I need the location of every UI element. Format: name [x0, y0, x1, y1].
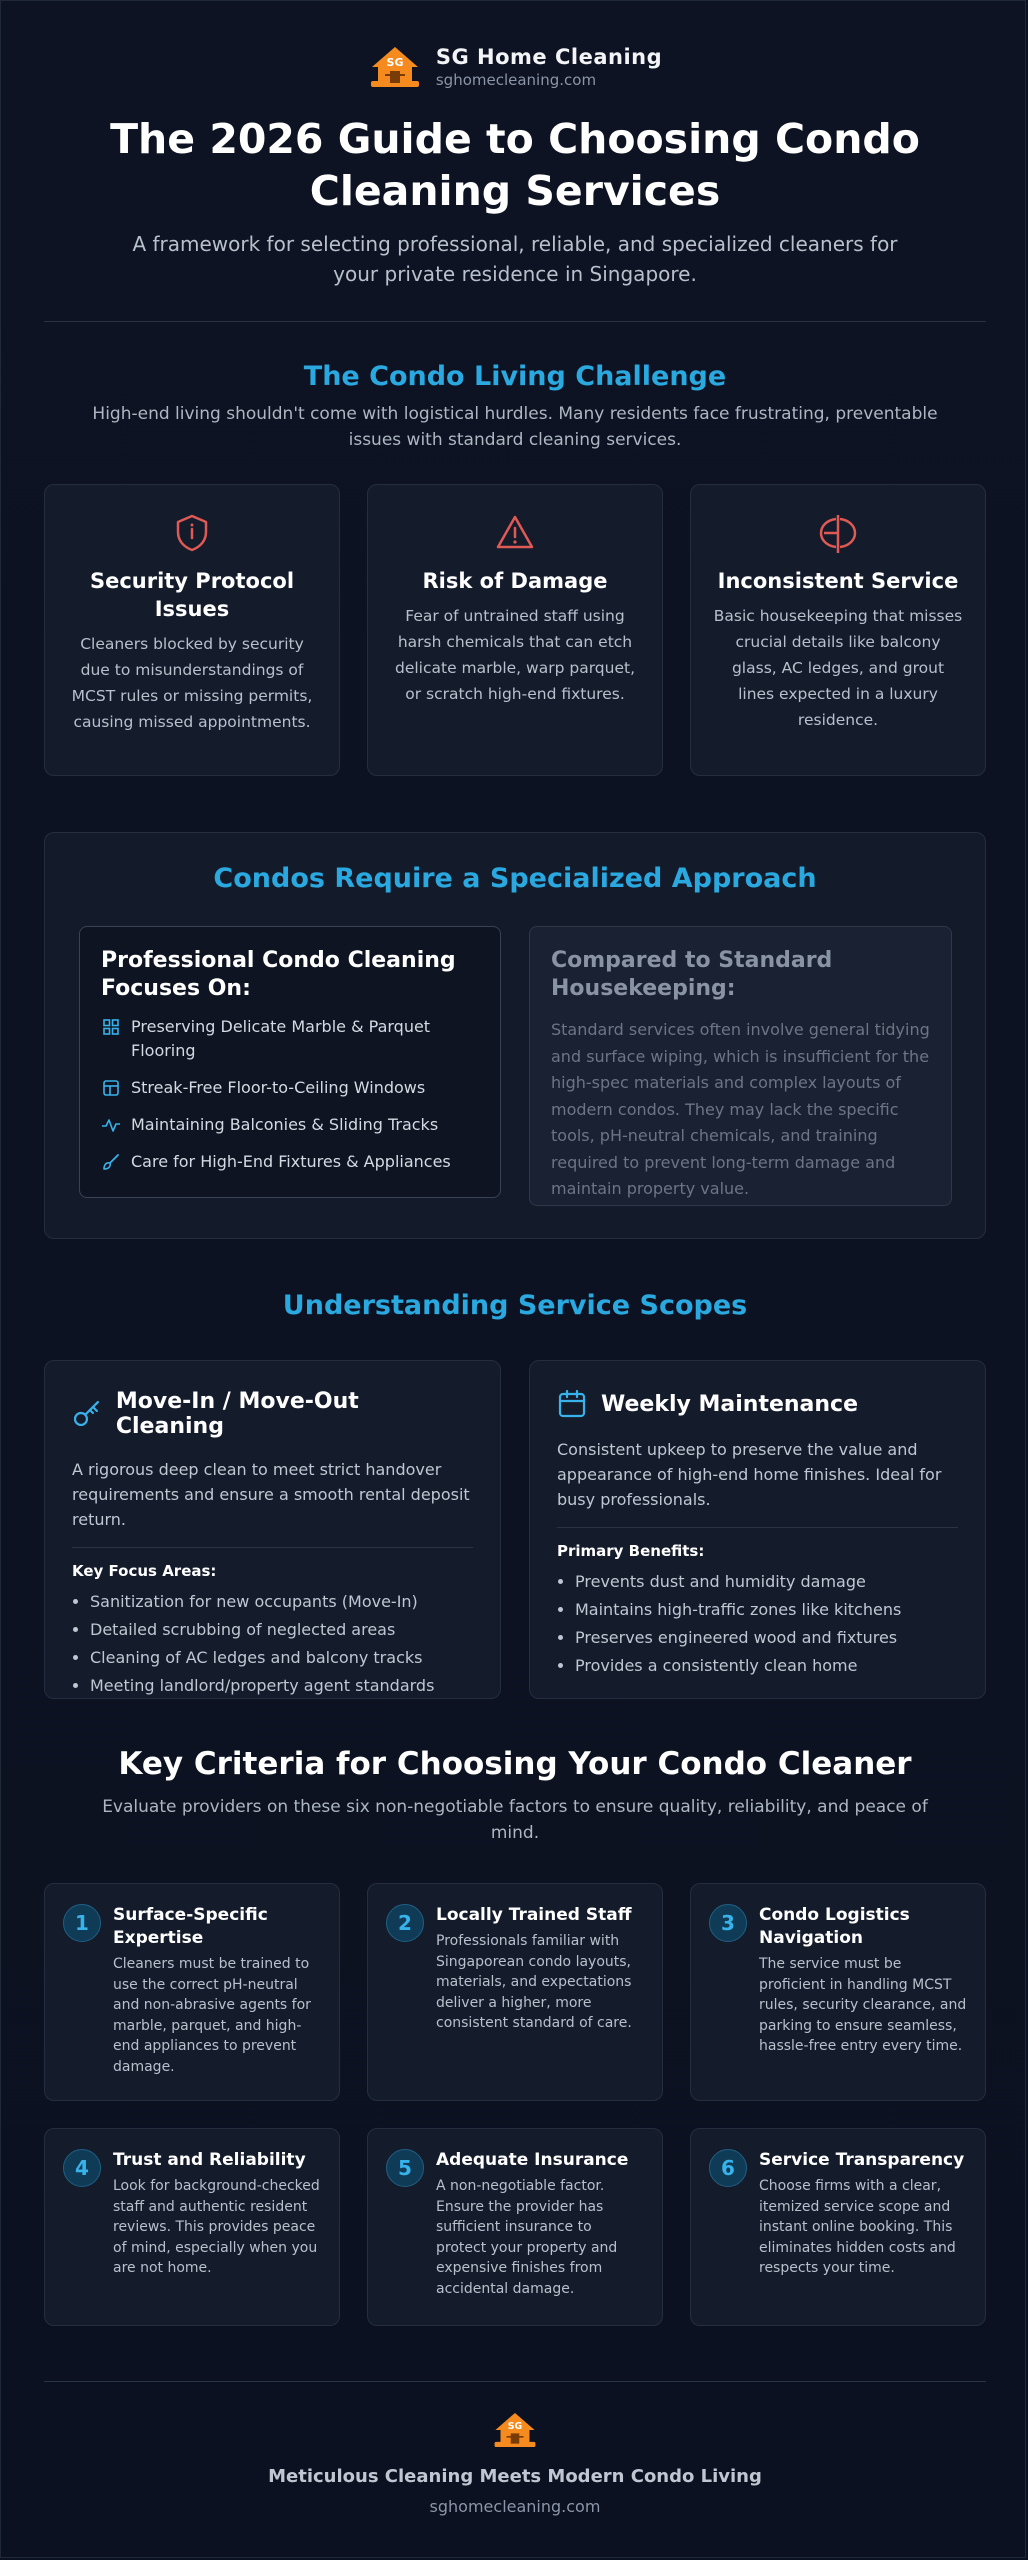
brand-url[interactable]: sghomecleaning.com: [435, 71, 597, 89]
house-logo-icon: [368, 45, 422, 89]
criteria-card-title: Condo Logistics Navigation: [759, 1905, 910, 1948]
focus-item-label: Streak-Free Floor-to-Ceiling Windows: [131, 1078, 426, 1097]
challenge-card-text: Cleaners blocked by security due to misunderstandings of MCST rules or missing permits, causing missed appointments.: [71, 635, 313, 731]
page-subtitle: A framework for selecting professional, reliable, and specialized cleaners for your private residence in Singapore.: [132, 232, 898, 286]
criteria-number: 4: [63, 2149, 101, 2187]
footer-tagline: Meticulous Cleaning Meets Modern Condo Living: [268, 2466, 762, 2487]
shield-icon: [174, 513, 210, 553]
warning-icon: [494, 513, 536, 553]
scope-card-title: Weekly Maintenance: [601, 1391, 859, 1417]
criteria-card-title: Adequate Insurance: [436, 2150, 629, 2170]
criteria-card-text: A non-negotiable factor. Ensure the provider has sufficient insurance to protect your property and expensive finishes from accidental damage.: [436, 2178, 618, 2297]
challenge-card-security: [44, 484, 340, 776]
challenge-card-title: Security Protocol Issues: [89, 569, 295, 621]
focus-item-label: Maintaining Balconies & Sliding Tracks: [131, 1115, 439, 1134]
list-item: • Meeting landlord/property agent standards: [90, 1672, 473, 1700]
criteria-card-4: [44, 2128, 340, 2326]
challenge-card-inconsistent: [690, 484, 986, 776]
focus-item: [101, 1015, 479, 1063]
criteria-card-text: The service must be proficient in handling MCST rules, security clearance, and parking to ensure seamless, hassle-free entry every time.: [759, 1956, 967, 2054]
standard-housekeeping-panel: [529, 926, 952, 1206]
criteria-number: 3: [709, 1904, 747, 1942]
criteria-card-6: [690, 2128, 986, 2326]
criteria-card-title: Trust and Reliability: [113, 2150, 306, 2170]
criteria-card-text: Choose firms with a clear, itemized service scope and instant online booking. This eliminates hidden costs and respects your time.: [759, 2178, 956, 2276]
challenge-title: The Condo Living Challenge: [303, 361, 727, 392]
list-item: • Provides a consistently clean home: [575, 1652, 958, 1680]
list-item: • Preserves engineered wood and fixtures: [575, 1624, 958, 1652]
brand-header: [1, 45, 1028, 89]
criteria-number: 1: [63, 1904, 101, 1942]
criteria-card-1: [44, 1883, 340, 2101]
criteria-subtitle: Evaluate providers on these six non-negotiable factors to ensure quality, reliability, and peace of mind.: [102, 1797, 928, 1843]
scope-card-desc: Consistent upkeep to preserve the value and appearance of high-end home finishes. Ideal for busy professionals.: [557, 1440, 942, 1509]
divider: [557, 1527, 958, 1528]
pulse-icon: [101, 1115, 121, 1135]
criteria-title: Key Criteria for Choosing Your Condo Cleaner: [118, 1746, 912, 1782]
divider: [72, 1547, 473, 1548]
page-title: The 2026 Guide to Choosing Condo Cleaning Services: [110, 115, 920, 215]
challenge-subtitle: High-end living shouldn't come with logistical hurdles. Many residents face frustrating, preventable issues with standard cleaning services.: [92, 404, 938, 450]
criteria-card-2: [367, 1883, 663, 2101]
criteria-card-title: Service Transparency: [759, 2150, 965, 2170]
logo-text: SG: [507, 2421, 523, 2433]
grid-icon: [101, 1017, 121, 1037]
challenge-card-damage: [367, 484, 663, 776]
criteria-card-title: Locally Trained Staff: [436, 1905, 632, 1925]
calendar-icon: [557, 1389, 587, 1419]
logo-text: SG: [386, 56, 404, 69]
criteria-number: 2: [386, 1904, 424, 1942]
brush-icon: [101, 1152, 121, 1172]
list-item: • Sanitization for new occupants (Move-In): [90, 1588, 473, 1616]
scope-card-move-in-out: [44, 1360, 501, 1699]
divider: [44, 2381, 986, 2382]
house-logo-icon: [492, 2411, 538, 2449]
criteria-card-5: [367, 2128, 663, 2326]
list-item: • Detailed scrubbing of neglected areas: [90, 1616, 473, 1644]
focus-item: [101, 1113, 479, 1137]
window-icon: [101, 1078, 121, 1098]
scope-card-weekly: [529, 1360, 986, 1699]
list-item: • Maintains high-traffic zones like kitchens: [575, 1596, 958, 1624]
criteria-card-title: Surface-Specific Expertise: [113, 1905, 268, 1948]
approach-title: Condos Require a Specialized Approach: [213, 863, 817, 894]
criteria-number: 5: [386, 2149, 424, 2187]
focus-item: [101, 1150, 479, 1174]
scopes-title: Understanding Service Scopes: [282, 1290, 748, 1321]
brand-name: SG Home Cleaning: [435, 45, 663, 69]
challenge-card-text: Basic housekeeping that misses crucial details like balcony glass, AC ledges, and grout lines expected in a luxury residence.: [713, 607, 963, 729]
focus-item-label: Preserving Delicate Marble & Parquet Flooring: [131, 1017, 431, 1060]
criteria-card-text: Cleaners must be trained to use the correct pH-neutral and non-abrasive agents for marble, parquet, and high-end appliances to prevent damage.: [113, 1956, 311, 2075]
criteria-number: 6: [709, 2149, 747, 2187]
scope-list-title: Primary Benefits:: [557, 1542, 705, 1560]
divider: [44, 321, 986, 322]
focus-item-label: Care for High-End Fixtures & Appliances: [131, 1152, 451, 1171]
focus-item: [101, 1076, 479, 1100]
professional-focus-title: Professional Condo Cleaning Focuses On:: [101, 948, 456, 1001]
footer-url[interactable]: sghomecleaning.com: [429, 2497, 601, 2516]
challenge-card-title: Inconsistent Service: [717, 569, 959, 593]
footer-logo: [1, 2411, 1028, 2449]
approach-section: [44, 832, 986, 1239]
list-item: • Prevents dust and humidity damage: [575, 1568, 958, 1596]
professional-focus-panel: [79, 926, 501, 1198]
scope-card-title: Move-In / Move-Out Cleaning: [115, 1389, 359, 1439]
standard-housekeeping-text: Standard services often involve general tidying and surface wiping, which is insufficient for the high-spec materials and complex layouts of modern condos. They may lack the specific tools, pH-neutral chemicals, and training required to prevent long-term damage and maintain property value.: [551, 1020, 930, 1198]
scope-list-title: Key Focus Areas:: [72, 1562, 217, 1580]
criteria-card-text: Look for background-checked staff and authentic resident reviews. This provides peace of mind, especially when you are not home.: [113, 2178, 320, 2276]
criteria-card-text: Professionals familiar with Singaporean condo layouts, materials, and expectations deliver a higher, more consistent standard of care.: [436, 1933, 632, 2031]
criteria-card-3: [690, 1883, 986, 2101]
standard-housekeeping-title: Compared to Standard Housekeeping:: [551, 948, 833, 1001]
challenge-card-title: Risk of Damage: [422, 569, 608, 593]
key-icon: [72, 1399, 102, 1429]
challenge-card-text: Fear of untrained staff using harsh chemicals that can etch delicate marble, warp parquet, or scratch high-end fixtures.: [394, 607, 635, 703]
list-item: • Cleaning of AC ledges and balcony tracks: [90, 1644, 473, 1672]
split-circle-icon: [816, 513, 860, 555]
scope-card-desc: A rigorous deep clean to meet strict handover requirements and ensure a smooth rental deposit return.: [72, 1460, 470, 1529]
